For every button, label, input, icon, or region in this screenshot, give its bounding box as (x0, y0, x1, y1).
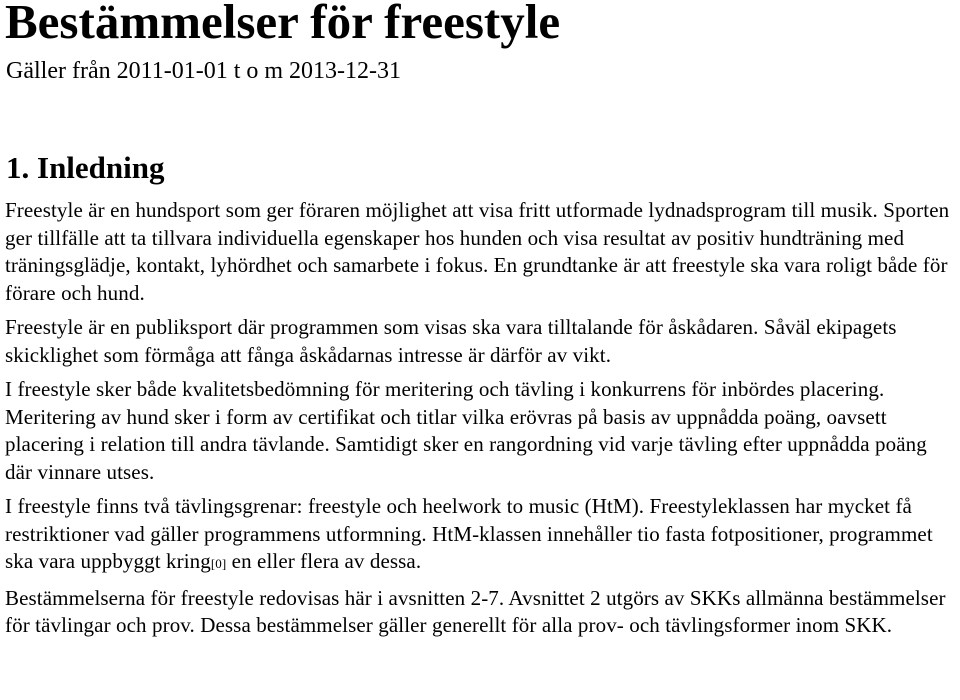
paragraph-4-text-after: en eller flera av dessa. (226, 549, 422, 573)
paragraph-3: I freestyle sker både kvalitetsbedömning för meritering och tävling i konkurrens för inbördes placering. Meritering av hund sker i form av certifikat och titlar vilka erövras på basis av uppnådda poäng, oavsett placering i relation till andra tävlande. Samtidigt sker en rangordning vid varje tävling efter uppnådda poäng där vinnare utses. (5, 377, 927, 484)
paragraph-5: Bestämmelserna för freestyle redovisas här i avsnitten 2-7. Avsnittet 2 utgörs av SKKs allmänna bestämmelser för tävlingar och prov. Dessa bestämmelser gäller generellt för alla prov- och tävlingsformer inom SKK. (5, 585, 946, 637)
paragraph-2: Freestyle är en publiksport där programmen som visas ska vara tilltalande för åskådaren. Såväl ekipagets skicklighet som förmåga att fånga åskådarnas intresse är därför av vikt. (5, 315, 897, 367)
document-validity-period: Gäller från 2011-01-01 t o m 2013-12-31 (6, 58, 402, 84)
document-title: Bestämmelser för freestyle (5, 0, 561, 49)
section-body (5, 197, 955, 647)
reference-marker[interactable]: [0] (210, 556, 227, 571)
paragraph-4 (5, 493, 955, 578)
paragraph-4-text-before: I freestyle finns två tävlingsgrenar: freestyle och heelwork to music (HtM). Freestyleklassen har mycket få restriktioner vad gäller programmens utformning. HtM-klassen innehåller tio fasta fotpositioner, programmet ska vara uppbyggt kring (5, 494, 933, 573)
paragraph-1: Freestyle är en hundsport som ger föraren möjlighet att visa fritt utformade lydnadsprogram till musik. Sporten ger tillfälle att ta tillvara individuella egenskaper hos hunden och visa resultat av positiv hundträning med träningsglädje, kontakt, lyhördhet och samarbete i fokus. En grundtanke är att freestyle ska vara roligt både för förare och hund. (5, 198, 950, 305)
section-heading: 1. Inledning (6, 150, 165, 185)
